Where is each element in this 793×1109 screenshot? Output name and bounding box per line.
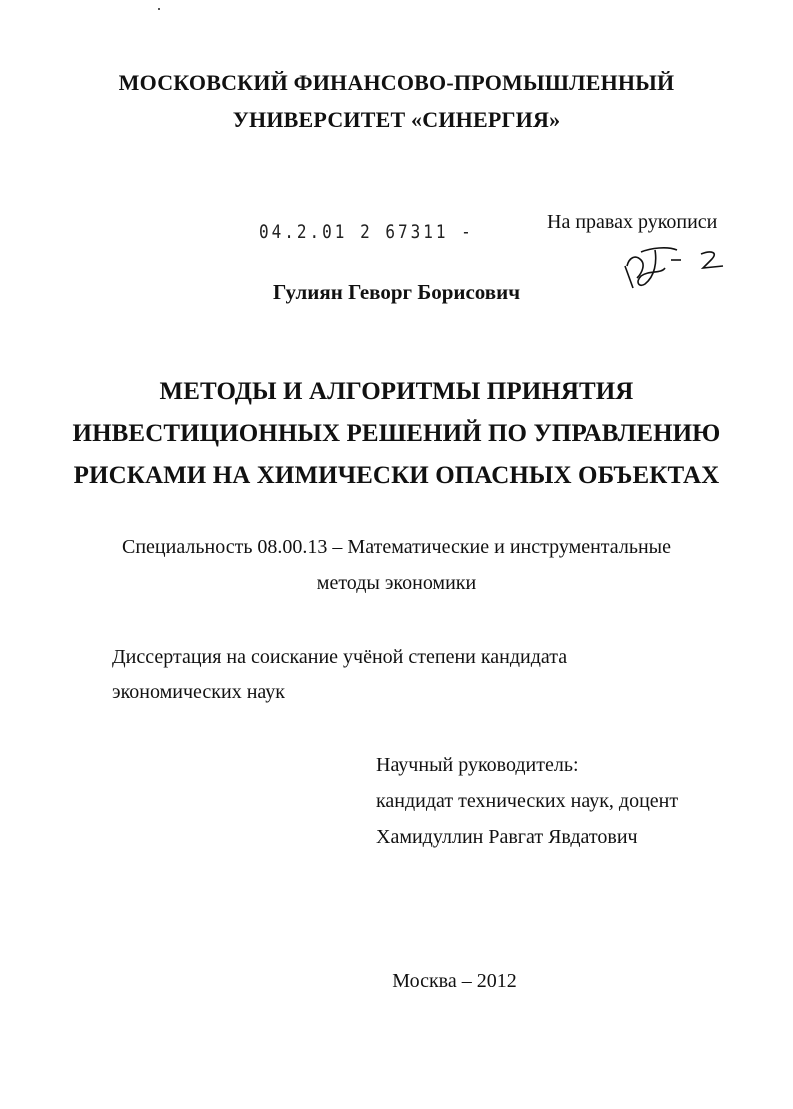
title-line-2: ИНВЕСТИЦИОННЫХ РЕШЕНИЙ ПО УПРАВЛЕНИЮ xyxy=(72,420,721,447)
specialty-line-2: методы экономики xyxy=(316,572,477,594)
registration-number-stamp: 04.2.01 2 67311 - xyxy=(259,220,474,243)
university-name-line-1: МОСКОВСКИЙ ФИНАНСОВО-ПРОМЫШЛЕННЫЙ xyxy=(118,70,675,95)
supervisor-degree: кандидат технических наук, доцент xyxy=(376,790,679,812)
manuscript-note: На правах рукописи xyxy=(547,211,718,233)
author-name: Гулиян Геворг Борисович xyxy=(272,280,521,304)
specialty-line-1: Специальность 08.00.13 – Математические и инструментальные xyxy=(122,536,671,558)
title-line-3: РИСКАМИ НА ХИМИЧЕСКИ ОПАСНЫХ ОБЪЕКТАХ xyxy=(73,462,720,489)
dissertation-line-1: Диссертация на соискание учёной степени кандидата xyxy=(112,646,568,668)
scan-speck xyxy=(158,8,160,10)
supervisor-label: Научный руководитель: xyxy=(376,754,579,776)
title-line-1: МЕТОДЫ И АЛГОРИТМЫ ПРИНЯТИЯ xyxy=(159,378,634,405)
dissertation-line-2: экономических наук xyxy=(112,681,285,703)
city-year: Москва – 2012 xyxy=(392,970,517,992)
university-name-line-2: УНИВЕРСИТЕТ «СИНЕРГИЯ» xyxy=(232,107,561,132)
supervisor-name: Хамидуллин Равгат Явдатович xyxy=(376,826,638,848)
